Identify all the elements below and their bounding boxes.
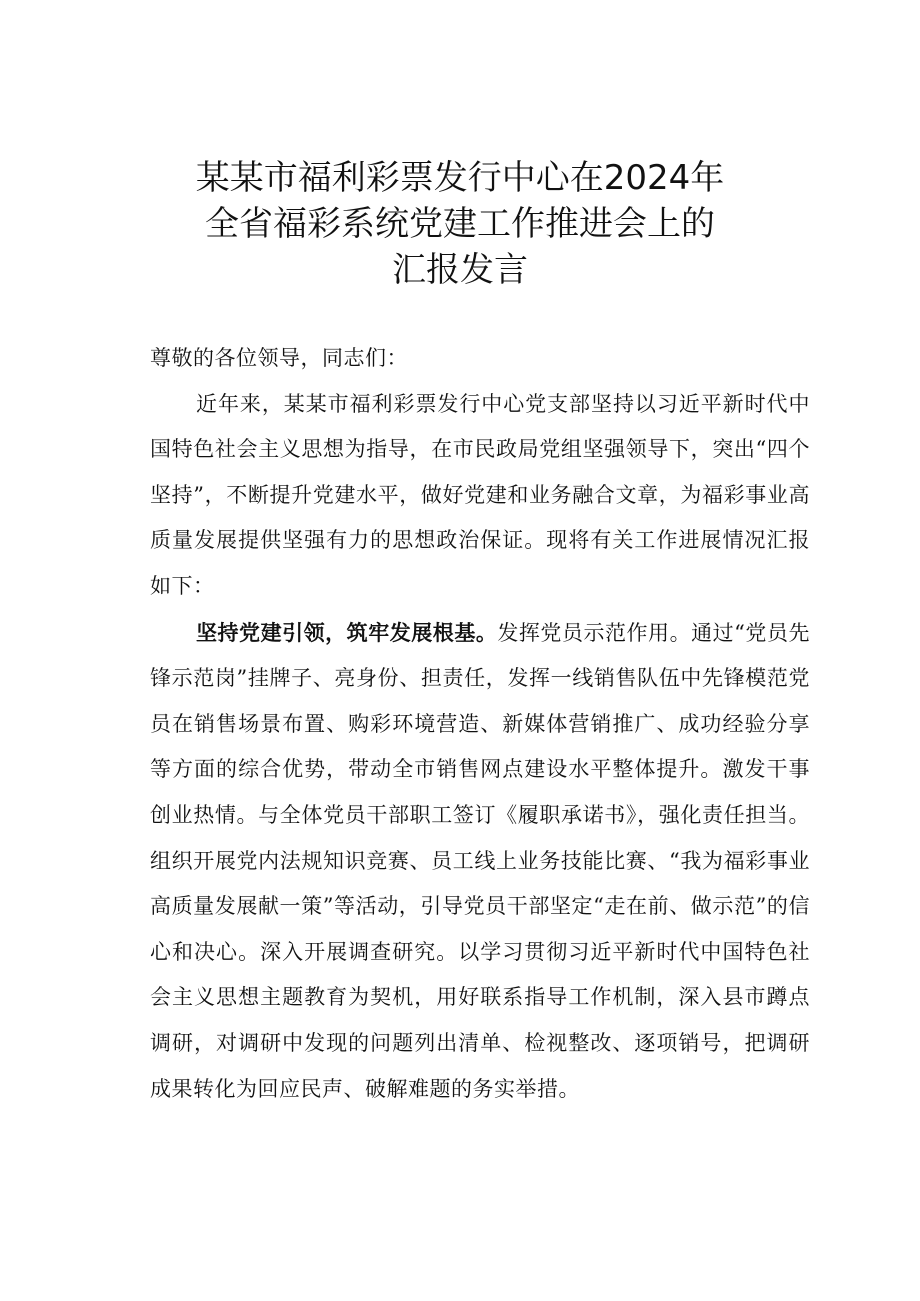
section-1-paragraph	[150, 610, 810, 1113]
title-line-1: 某某市福利彩票发行中心在2024年	[195, 158, 725, 198]
intro-paragraph: 近年来，某某市福利彩票发行中心党支部坚持以习近平新时代中国特色社会主义思想为指导，在市民政局党组坚强领导下，突出“四个坚持”，不断提升党建水平，做好党建和业务融合文章，为福彩事业高质量发展提供坚强有力的思想政治保证。现将有关工作进展情况汇报如下：	[150, 391, 810, 598]
document-title	[0, 155, 920, 293]
document-body	[150, 336, 810, 1112]
salutation: 尊敬的各位领导，同志们：	[150, 346, 408, 370]
section-1-heading: 坚持党建引领，筑牢发展根基。	[196, 619, 498, 645]
section-1-text: 发挥党员示范作用。通过“党员先锋示范岗”挂牌子、亮身份、担责任，发挥一线销售队伍中先锋模范党员在销售场景布置、购彩环境营造、新媒体营销推广、成功经验分享等方面的综合优势，带动全市销售网点建设水平整体提升。激发干事创业热情。与全体党员干部职工签订《履职承诺书》，强化责任担当。组织开展党内法规知识竞赛、员工线上业务技能比赛、“我为福彩事业高质量发展献一策”等活动，引导党员干部坚定“走在前、做示范”的信心和决心。深入开展调查研究。以学习贯彻习近平新时代中国特色社会主义思想主题教育为契机，用好联系指导工作机制，深入县市蹲点调研，对调研中发现的问题列出清单、检视整改、逐项销号，把调研成果转化为回应民声、破解难题的务实举措。	[150, 620, 810, 1101]
title-line-2: 全省福彩系统党建工作推进会上的	[205, 204, 715, 244]
title-line-3: 汇报发言	[392, 250, 528, 290]
